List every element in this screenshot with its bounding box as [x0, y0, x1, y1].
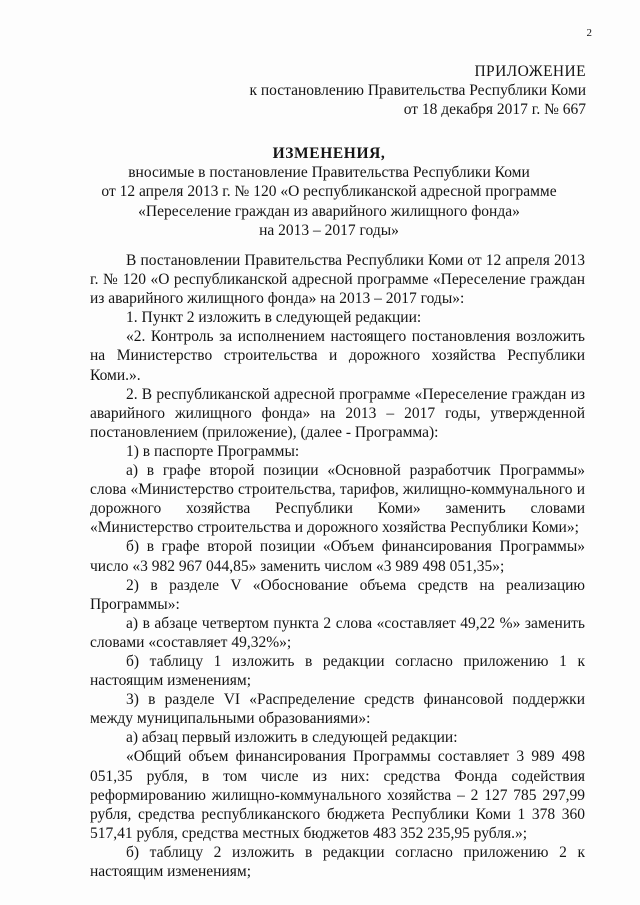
appendix-title: ПРИЛОЖЕНИЕ [474, 63, 586, 80]
appendix-line: от 18 декабря 2017 г. № 667 [403, 101, 586, 118]
paragraph: 1. Пункт 2 изложить в следующей редакции: [126, 309, 422, 327]
paragraph: а) в графе второй позиции «Основной разработчик Программы» слова «Министерство строительства, тарифов, жилищно-коммунального и дорожного хозяйства Республики Коми» заменить словами «Министерство строительства и дорожного хозяйства Республики Коми»; [90, 462, 585, 537]
paragraph: «2. Контроль за исполнением настоящего постановления возложить на Министерство строительства и дорожного хозяйства Республики Коми.». [90, 328, 585, 384]
heading-line: вносимые в постановление Правительства Республики Коми [128, 164, 530, 182]
heading-line: «Переселение граждан из аварийного жилищного фонда» [138, 202, 520, 220]
paragraph: 2) в разделе V «Обоснование объема средств на реализацию Программы»: [90, 576, 585, 613]
paragraph: б) таблицу 1 изложить в редакции согласно приложению 1 к настоящим изменениям; [90, 652, 585, 690]
heading-line: от 12 апреля 2013 г. № 120 «О республиканской адресной программе [101, 183, 557, 201]
heading-line: на 2013 – 2017 годы» [259, 221, 399, 239]
appendix-line: к постановлению Правительства Республики Коми [249, 82, 586, 99]
paragraph: б) таблицу 2 изложить в редакции согласно приложению 2 к настоящим изменениям; [90, 843, 585, 880]
paragraph: а) абзац первый изложить в следующей редакции: [126, 729, 458, 747]
appendix-block [246, 62, 586, 119]
paragraph: В постановлении Правительства Республики Коми от 12 апреля 2013 г. № 120 «О республиканской адресной программе «Переселение граждан из аварийного жилищного фонда» на 2013 – 2017 годы»: [90, 252, 585, 308]
paragraph: а) в абзаце четвертом пункта 2 слова «составляет 49,22 %» заменить словами «составляет 49,32%»; [90, 614, 585, 651]
page-number: 2 [586, 27, 592, 39]
paragraph: 3) в разделе VI «Распределение средств финансовой поддержки между муниципальными образованиями»: [90, 691, 585, 728]
paragraph: 1) в паспорте Программы: [126, 442, 300, 460]
heading-title: ИЗМЕНЕНИЯ, [272, 145, 386, 162]
document-body [90, 251, 585, 881]
paragraph: «Общий объем финансирования Программы составляет 3 989 498 051,35 рубля, в том числе из них: средства Фонда содействия реформированию жилищно-коммунального хозяйства – 2 127 785 297,99 рубля, средства республиканского бюджета Республики Коми 1 378 360 517,41 рубля, средства местных бюджетов 483 352 235,95 рубля.»; [90, 748, 585, 842]
paragraph: б) в графе второй позиции «Объем финансирования Программы» число «3 982 967 044,85» заменить числом «3 989 498 051,35»; [90, 538, 585, 575]
paragraph: 2. В республиканской адресной программе «Переселение граждан из аварийного жилищного фонда» на 2013 – 2017 годы, утвержденной постановлением (приложение), (далее - Программа): [90, 385, 585, 441]
document-heading [80, 144, 578, 240]
